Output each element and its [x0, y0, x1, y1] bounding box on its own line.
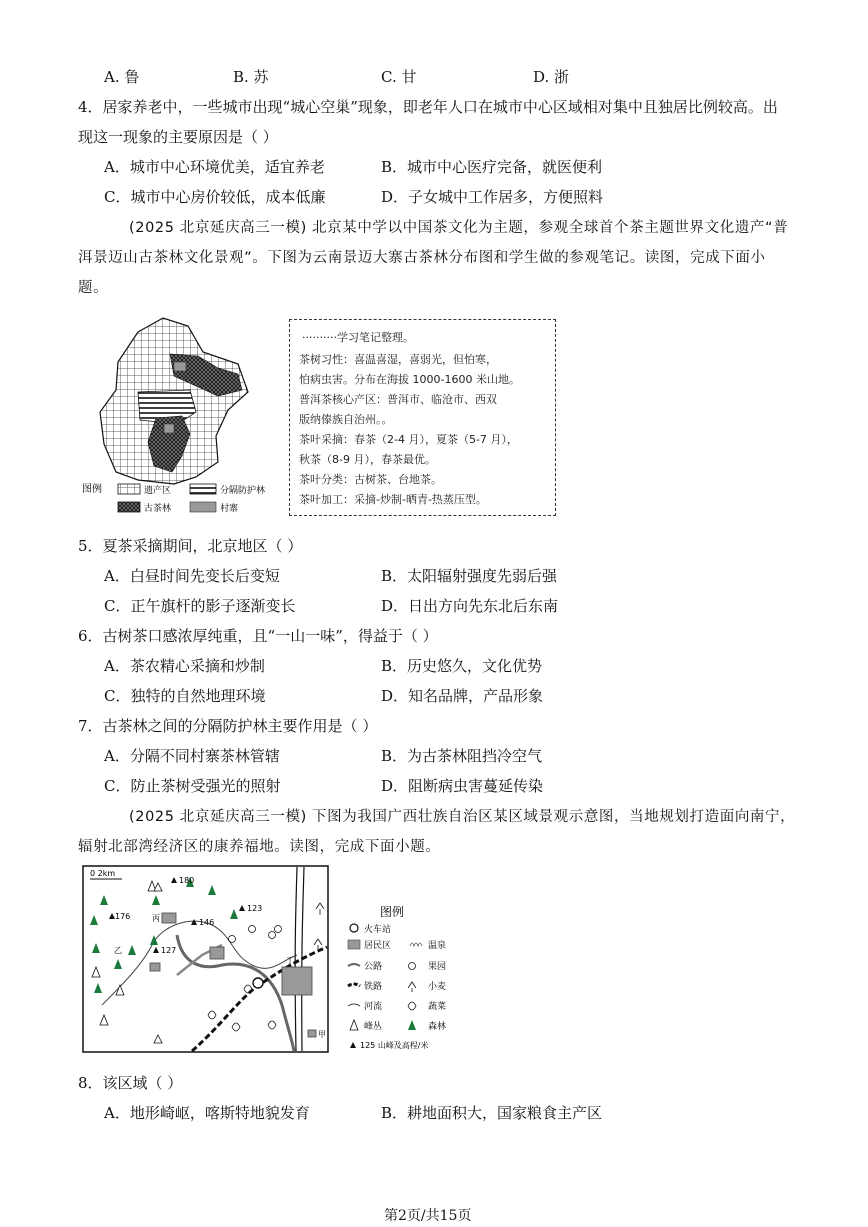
q6-stem: 6．古树茶口感浓厚纯重，且“一山一味”，得益于（ ） — [78, 627, 438, 645]
gx-legend-residential: 居民区 — [364, 941, 392, 951]
tea-forest-map — [78, 312, 288, 517]
intro2-line2: 辐射北部湾经济区的康养福地。读图，完成下面小题。 — [78, 839, 441, 855]
legend-forest-label: 古茶林 — [144, 504, 172, 514]
peak-elev-176: 176 — [115, 912, 131, 921]
q5-option-c[interactable]: C．正午旗杆的影子逐渐变长 — [104, 597, 296, 615]
gx-legend-forest: 森林 — [428, 1022, 447, 1032]
intro1-line2: 洱景迈山古茶林文化景观”。下图为云南景迈大寨古茶林分布图和学生做的参观笔记。读图，完成下面小 — [78, 250, 766, 266]
gx-legend-wheat: 小麦 — [428, 982, 447, 992]
gx-legend-road: 公路 — [364, 962, 383, 972]
q4-option-b[interactable]: B．城市中心医疗完备，就医便利 — [381, 158, 603, 176]
q6-option-a[interactable]: A．茶农精心采摘和炒制 — [104, 657, 265, 675]
q3-option-b[interactable]: B. 苏 — [233, 68, 269, 86]
q7-option-b[interactable]: B．为古茶林阻挡冷空气 — [381, 747, 543, 765]
notes-line-5: 茶叶采摘：春茶（2-4 月），夏茶（5-7 月）， — [299, 433, 518, 446]
residential-jia — [308, 1030, 316, 1037]
wheat-icon — [408, 982, 416, 992]
legend-village-swatch — [190, 502, 216, 512]
gx-legend-orchard: 果园 — [428, 962, 447, 972]
study-notes-box — [289, 319, 556, 516]
legend-heritage-label: 遗产区 — [144, 486, 172, 496]
peak-elev-123: 123 — [247, 904, 263, 913]
residential-icon — [348, 940, 360, 949]
intro2-line1: (2025 北京延庆高三一模) 下图为我国广西壮族自治区某区域景观示意图，当地规划打造面向南宁， — [129, 809, 796, 825]
legend-village-label: 村寨 — [220, 504, 239, 514]
gx-legend-title: 图例 — [380, 905, 405, 919]
q5-stem: 5．夏茶采摘期间，北京地区（ ） — [78, 537, 303, 555]
station-icon — [350, 924, 358, 932]
legend-forest-swatch — [118, 502, 140, 512]
legend-windbreak-label: 分隔防护林 — [220, 486, 266, 496]
legend-heritage-swatch — [118, 484, 140, 494]
hotspring-icon — [410, 943, 422, 946]
peak-elev-146: 146 — [199, 918, 215, 927]
river-icon — [348, 1004, 360, 1006]
train-station — [253, 978, 263, 988]
orchard-icon — [409, 963, 416, 970]
notes-line-2: 怕病虫害。分布在海拔 1000-1600 米山地。 — [299, 373, 520, 386]
legend-windbreak-swatch — [190, 484, 216, 494]
notes-line-6: 秋茶（8-9 月），春茶最优。 — [299, 453, 436, 466]
place-label-yi: 乙 — [114, 946, 122, 955]
notes-line-3: 普洱茶核心产区：普洱市、临沧市、西双 — [299, 393, 497, 406]
tea-legend-title: 图例 — [82, 484, 102, 495]
place-label-ding: 丁 — [286, 956, 294, 965]
q8-option-b[interactable]: B．耕地面积大，国家粮食主产区 — [381, 1104, 603, 1122]
q3-option-a[interactable]: A. 鲁 — [104, 68, 140, 86]
railway-icon — [348, 984, 360, 986]
forest-icon — [408, 1020, 416, 1030]
residential-ding — [282, 967, 312, 995]
q3-option-d[interactable]: D. 浙 — [533, 68, 570, 86]
intro1-line1: (2025 北京延庆高三一模) 北京某中学以中国茶文化为主题，参观全球首个茶主题世界文化遗产“普 — [129, 220, 789, 236]
q6-option-b[interactable]: B．历史悠久，文化优势 — [381, 657, 543, 675]
notes-line-1: 茶树习性：喜温喜湿，喜弱光，但怕寒， — [299, 353, 497, 366]
q7-option-c[interactable]: C．防止茶树受强光的照射 — [104, 777, 281, 795]
q5-option-b[interactable]: B．太阳辐射强度先弱后强 — [381, 567, 558, 585]
place-label-jia: 甲 — [318, 1030, 326, 1039]
notes-line-7: 茶叶分类：古树茶、台地茶。 — [299, 473, 442, 486]
peak-elev-127: 127 — [161, 946, 177, 955]
intro1-line3: 题。 — [78, 280, 109, 296]
q4-stem-line2: 现这一现象的主要原因是（ ） — [78, 128, 278, 146]
gx-legend-station: 火车站 — [364, 925, 392, 935]
gx-legend-railway: 铁路 — [364, 982, 383, 992]
q6-option-d[interactable]: D．知名品牌，产品形象 — [381, 687, 544, 705]
residential-2 — [210, 947, 224, 959]
peak-elev-180: 180 — [179, 876, 195, 885]
q4-option-c[interactable]: C．城市中心房价较低，成本低廉 — [104, 188, 326, 206]
notes-line-4: 版纳傣族自治州。。 — [299, 413, 393, 426]
q7-option-a[interactable]: A．分隔不同村寨茶林管辖 — [104, 747, 280, 765]
guangxi-landscape-map — [82, 865, 332, 1055]
gx-legend-hotspring: 温泉 — [428, 941, 447, 951]
place-label-bing: 丙 — [152, 914, 160, 923]
residential-3 — [150, 963, 160, 971]
gx-legend-vegetable: 蔬菜 — [428, 1002, 447, 1012]
q3-option-c[interactable]: C. 甘 — [381, 68, 417, 86]
q5-option-a[interactable]: A．白昼时间先变长后变短 — [104, 567, 280, 585]
q5-option-d[interactable]: D．日出方向先东北后东南 — [381, 597, 559, 615]
q4-option-d[interactable]: D．子女城中工作居多，方便照料 — [381, 188, 604, 206]
peaks-icon — [350, 1020, 358, 1030]
residential-bing — [162, 913, 176, 923]
notes-title: ··········学习笔记整理。 — [302, 331, 414, 344]
village-2 — [164, 424, 174, 433]
notes-line-8: 茶叶加工：采摘-炒制-晒青-热蒸压型。 — [299, 493, 487, 506]
road-icon — [348, 964, 360, 966]
q7-option-d[interactable]: D．阻断病虫害蔓延传染 — [381, 777, 544, 795]
q4-option-a[interactable]: A．城市中心环境优美，适宜养老 — [104, 158, 325, 176]
q8-stem: 8．该区域（ ） — [78, 1074, 183, 1092]
elevation-icon — [350, 1042, 356, 1048]
q8-option-a[interactable]: A．地形崎岖，喀斯特地貌发育 — [104, 1104, 310, 1122]
gx-legend-peaks: 峰丛 — [364, 1022, 383, 1032]
q4-stem-line1: 4．居家养老中，一些城市出现“城心空巢”现象，即老年人口在城市中心区域相对集中且独居比例较高。出 — [78, 98, 778, 116]
scale-label: 0 2km — [90, 869, 116, 878]
page-footer: 第2页/共15页 — [384, 1208, 472, 1224]
q7-stem: 7．古茶林之间的分隔防护林主要作用是（ ） — [78, 717, 378, 735]
gx-legend-elevation: 125 山峰及高程/米 — [360, 1041, 429, 1050]
gx-legend-river: 河流 — [364, 1002, 383, 1012]
q6-option-c[interactable]: C．独特的自然地理环境 — [104, 687, 266, 705]
guangxi-map-legend — [342, 900, 472, 1055]
vegetable-icon — [408, 1002, 416, 1010]
village-1 — [174, 362, 186, 371]
